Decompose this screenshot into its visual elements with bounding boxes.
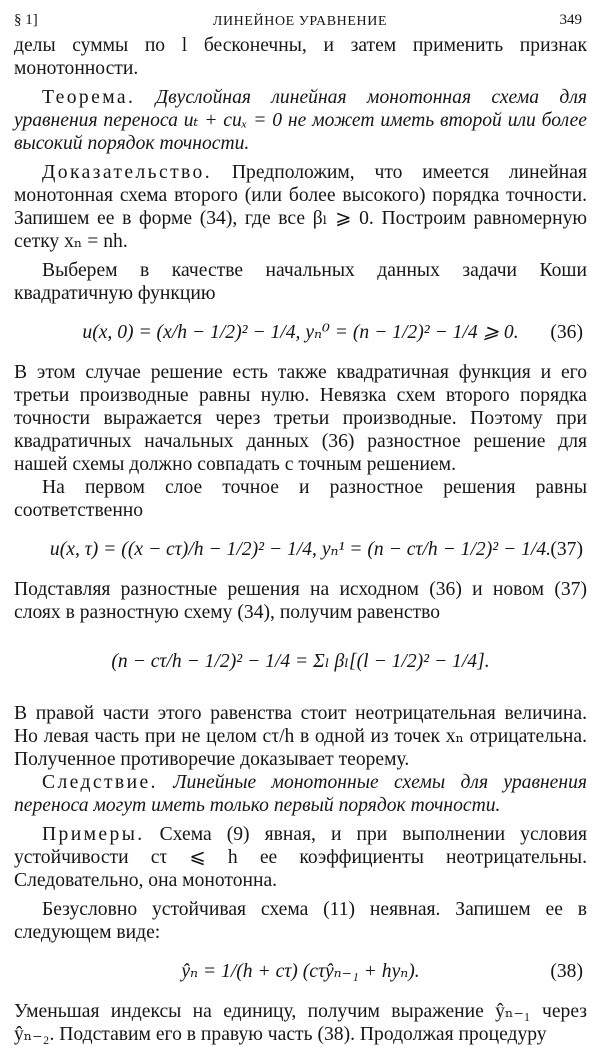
examples-label: Примеры. [42,824,145,845]
paragraph-reduction: Уменьшая индексы на единицу, получим выражение ŷₙ₋₁ через ŷₙ₋₂. Подставим его в правую часть (38). Продолжая процедуру [14,1001,587,1045]
equation-37-number: (37) [550,539,583,560]
running-header [0,9,600,31]
theorem-text: Двуслойная линейная монотонная схема для уравнения переноса uₜ + cuₓ = 0 не может иметь второй или более высокий порядок точности. [14,87,587,154]
theorem [14,86,587,155]
paragraph-initial-data: Выберем в качестве начальных данных задачи Коши квадратичную функцию [14,260,587,304]
corollary [14,771,587,817]
examples [14,823,587,892]
proof-text: Предположим, что имеется линейная монотонная схема второго (или более высокого) порядка точности. Запишем ее в форме (34), где все βₗ ⩾ 0. Построим равномерную сетку xₙ = nh. [14,162,587,252]
examples-text: Схема (9) явная, и при выполнении условия устойчивости cτ ⩽ h ее коэффициенты неотрицательны. Следовательно, она монотонна. [14,824,588,891]
proof [14,161,587,253]
equation-36-formula: u(x, 0) = (x/h − 1/2)² − 1/4, yₙ⁰ = (n − 1/2)² − 1/4 ⩾ 0. [82,322,519,343]
equation-37-formula: u(x, τ) = ((x − cτ)/h − 1/2)² − 1/4, yₙ¹ = (n − cτ/h − 1/2)² − 1/4. [49,539,552,560]
equation-38-number: (38) [550,961,583,982]
section-mark: § 1] [14,12,38,28]
paragraph-first-layer: На первом слое точное и разностное решения равны соответственно [14,477,587,521]
page-number: 349 [559,12,582,28]
equation-38 [14,952,587,992]
equation-36 [14,313,587,353]
equation-sum [14,632,587,694]
running-title: ЛИНЕЙНОЕ УРАВНЕНИЕ [212,14,388,29]
equation-36-number: (36) [550,322,583,343]
corollary-label: Следствие. [42,772,158,793]
equation-37 [14,530,587,570]
corollary-text: Линейные монотонные схемы для уравнения переноса могут иметь только первый порядок точности. [14,772,588,816]
paragraph-quadratic: В этом случае решение есть также квадратичная функция и его третьи производные равны нулю. Невязка схем второго порядка точности выражается через третьи производные. Поэтому при квадратичных начальных данных (36) разностное решение для нашей схемы должно совпадать с точным решением. [14,362,587,475]
theorem-label: Теорема. [42,87,136,108]
equation-38-formula: ŷₙ = 1/(h + cτ) (cτŷₙ₋₁ + hyₙ). [181,961,420,982]
page-body [14,34,587,1046]
equation-sum-formula: (n − cτ/h − 1/2)² − 1/4 = Σₗ βₗ[(l − 1/2)² − 1/4]. [111,651,490,672]
paragraph-continuation: делы суммы по l бесконечны, и затем применить признак монотонности. [14,35,587,79]
paragraph-substitution: Подставляя разностные решения на исходном (36) и новом (37) слоях в разностную схему (34), получим равенство [14,579,587,623]
paragraph-contradiction: В правой части этого равенства стоит неотрицательная величина. Но левая часть при не целом cτ/h в одной из точек xₙ отрицательна. Полученное противоречие доказывает теорему. [14,703,587,770]
paragraph-implicit-scheme: Безусловно устойчивая схема (11) неявная. Запишем ее в следующем виде: [14,899,587,943]
proof-label: Доказательство. [42,162,213,183]
